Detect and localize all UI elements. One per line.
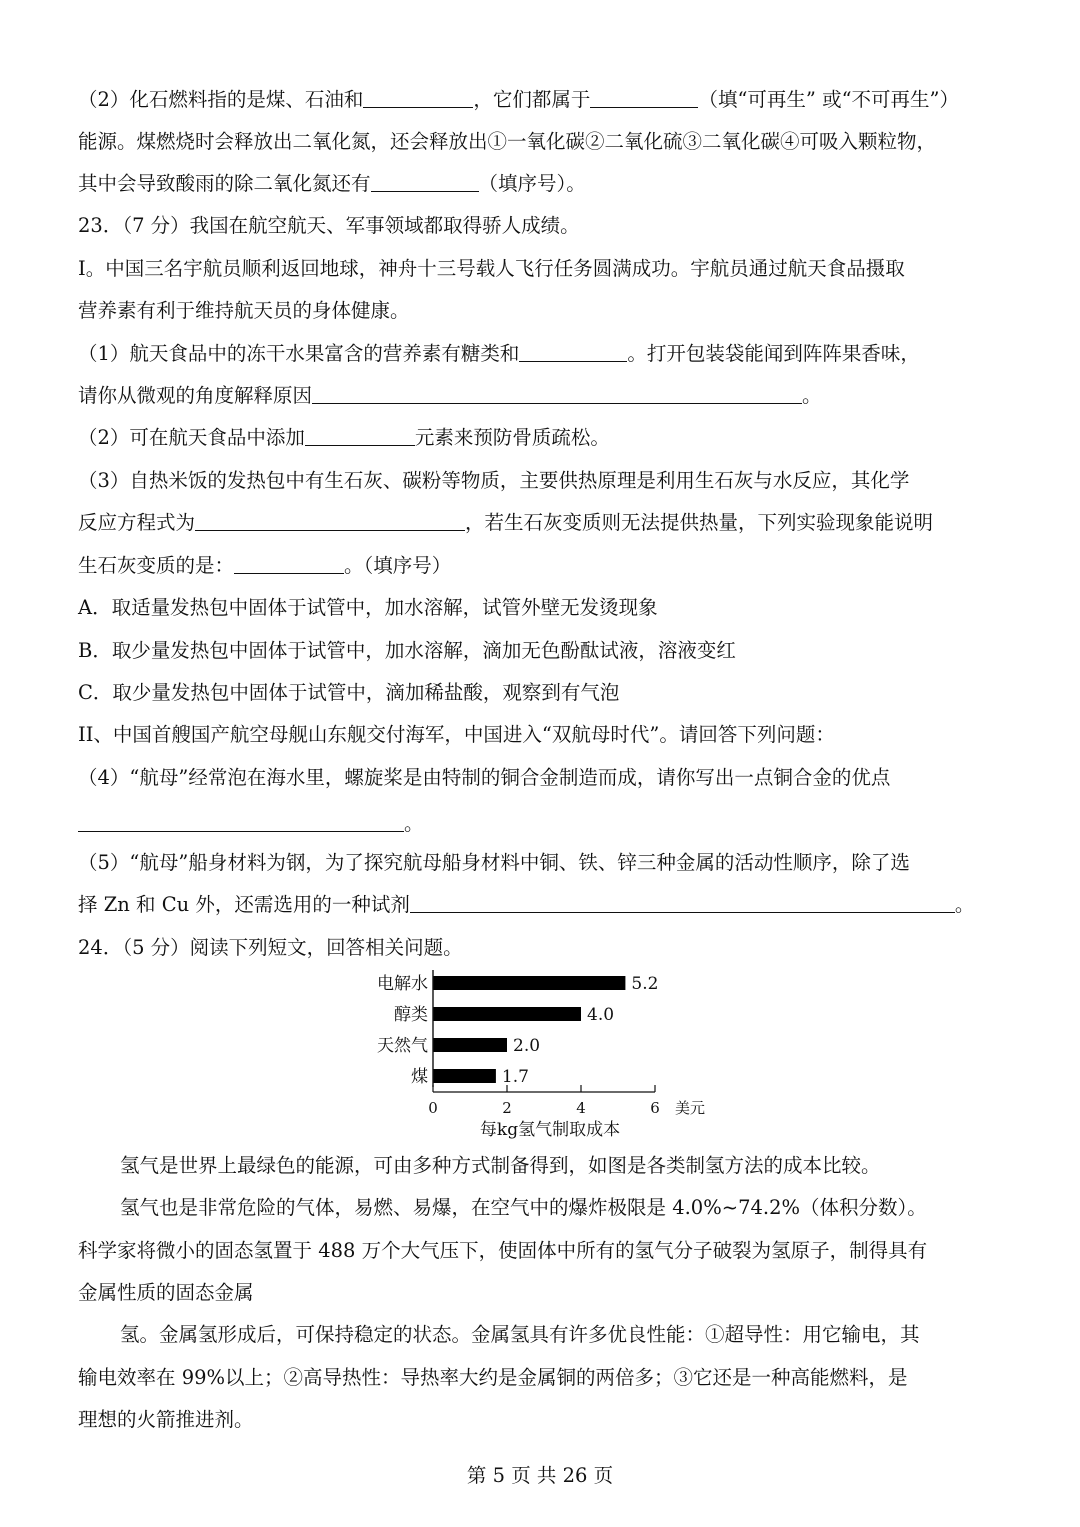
answer-blank[interactable] bbox=[519, 341, 627, 362]
answer-blank[interactable] bbox=[78, 811, 404, 832]
line-q23-3: （3）自热米饭的发热包中有生石灰、碳粉等物质，主要供热原理是利用生石灰与水反应，其化学 bbox=[78, 469, 910, 492]
category-label: 煤 bbox=[411, 1067, 428, 1087]
paragraph-line: 营养素有利于维持航天员的身体健康。 bbox=[78, 299, 410, 322]
paragraph-line: I。中国三名宇航员顺利返回地球，神舟十三号载人飞行任务圆满成功。宇航员通过航天食品摄取 bbox=[78, 257, 905, 280]
line-q22-2-cont2: 其中会导致酸雨的除二氧化氮还有 （填序号）。 bbox=[78, 172, 586, 195]
x-tick-label: 6 bbox=[650, 1099, 660, 1117]
line-q23-2: （2）可在航天食品中添加 元素来预防骨质疏松。 bbox=[78, 426, 610, 449]
line-q23-4: （4）“航母”经常泡在海水里，螺旋桨是由特制的铜合金制造而成，请你写出一点铜合金的优点 bbox=[78, 766, 891, 789]
bar bbox=[433, 1069, 496, 1083]
bar bbox=[433, 1007, 581, 1021]
x-tick-label: 2 bbox=[502, 1099, 512, 1117]
answer-blank[interactable] bbox=[363, 87, 473, 108]
paragraph-line: 科学家将微小的固态氢置于 488 万个大气压下，使固体中所有的氢气分子破裂为氢原子，制得具有 bbox=[78, 1239, 928, 1262]
answer-blank[interactable] bbox=[590, 87, 698, 108]
paragraph-line: 氢气是世界上最绿色的能源，可由多种方式制备得到，如图是各类制氢方法的成本比较。 bbox=[120, 1154, 881, 1177]
line-q23-5: （5）“航母”船身材料为钢，为了探究航母船身材料中铜、铁、锌三种金属的活动性顺序，除了选 bbox=[78, 851, 910, 874]
line-q23-1-cont: 请你从微观的角度解释原因 。 bbox=[78, 384, 822, 407]
value-label: 5.2 bbox=[631, 974, 659, 994]
value-label: 1.7 bbox=[501, 1067, 529, 1087]
x-tick-label: 4 bbox=[576, 1099, 586, 1117]
option-c: C．取少量发热包中固体于试管中，滴加稀盐酸，观察到有气泡 bbox=[78, 681, 620, 704]
paragraph-line: 金属性质的固态金属 bbox=[78, 1281, 254, 1304]
x-tick-label: 0 bbox=[428, 1099, 438, 1117]
category-label: 电解水 bbox=[377, 974, 428, 994]
paragraph-line: 氢。金属氢形成后，可保持稳定的状态。金属氢具有许多优良性能：①超导性：用它输电，其 bbox=[120, 1323, 920, 1346]
bar bbox=[433, 1038, 507, 1052]
x-axis-title: 每kg氢气制取成本 bbox=[479, 1120, 621, 1140]
answer-blank[interactable] bbox=[234, 553, 344, 574]
category-label: 醇类 bbox=[394, 1005, 428, 1025]
line-q23-1: （1）航天食品中的冻干水果富含的营养素有糖类和 。打开包装袋能闻到阵阵果香味， bbox=[78, 342, 920, 365]
paragraph-line: 理想的火箭推进剂。 bbox=[78, 1408, 254, 1431]
paragraph-line: 氢气也是非常危险的气体，易燃、易爆，在空气中的爆炸极限是 4.0%~74.2%（体积分数）。 bbox=[120, 1196, 927, 1219]
answer-blank[interactable] bbox=[312, 383, 802, 404]
line-q23-3-cont2: 生石灰变质的是： 。（填序号） bbox=[78, 554, 452, 577]
answer-blank[interactable] bbox=[305, 425, 415, 446]
bar bbox=[433, 976, 625, 990]
question-24-heading: 24．（5 分）阅读下列短文，回答相关问题。 bbox=[78, 936, 463, 959]
paragraph-line: 输电效率在 99%以上；②高导热性：导热率大约是金属铜的两倍多；③它还是一种高能燃料，是 bbox=[78, 1366, 908, 1389]
option-a: A．取适量发热包中固体于试管中，加水溶解，试管外壁无发烫现象 bbox=[78, 596, 658, 619]
line-q23-4-cont: 。 bbox=[78, 810, 1008, 838]
category-label: 天然气 bbox=[377, 1036, 428, 1056]
line-q23-5-cont: 择 Zn 和 Cu 外，还需选用的一种试剂 。 bbox=[78, 893, 975, 916]
hydrogen-cost-chart bbox=[360, 965, 720, 1145]
section-ii: II、中国首艘国产航空母舰山东舰交付海军，中国进入“双航母时代”。请回答下列问题： bbox=[78, 723, 835, 746]
line-q23-3-cont: 反应方程式为 ，若生石灰变质则无法提供热量，下列实验现象能说明 bbox=[78, 511, 934, 534]
line-q22-2: （2）化石燃料指的是煤、石油和 ，它们都属于 （填“可再生” 或“不可再生”） bbox=[78, 88, 960, 111]
page-footer: 第 5 页 共 26 页 bbox=[466, 1464, 614, 1487]
value-label: 4.0 bbox=[587, 1005, 615, 1025]
answer-blank[interactable] bbox=[195, 510, 465, 531]
option-b: B．取少量发热包中固体于试管中，加水溶解，滴加无色酚酞试液，溶液变红 bbox=[78, 639, 736, 662]
answer-blank[interactable] bbox=[371, 171, 479, 192]
line-q22-2-cont: 能源。煤燃烧时会释放出二氧化氮，还会释放出①一氧化碳②二氧化硫③二氧化碳④可吸入颗粒物， bbox=[78, 130, 937, 153]
answer-blank[interactable] bbox=[410, 892, 955, 913]
x-axis-unit: 美元 bbox=[675, 1099, 706, 1117]
question-23-heading: 23．（7 分）我国在航空航天、军事领域都取得骄人成绩。 bbox=[78, 214, 580, 237]
value-label: 2.0 bbox=[513, 1036, 541, 1056]
